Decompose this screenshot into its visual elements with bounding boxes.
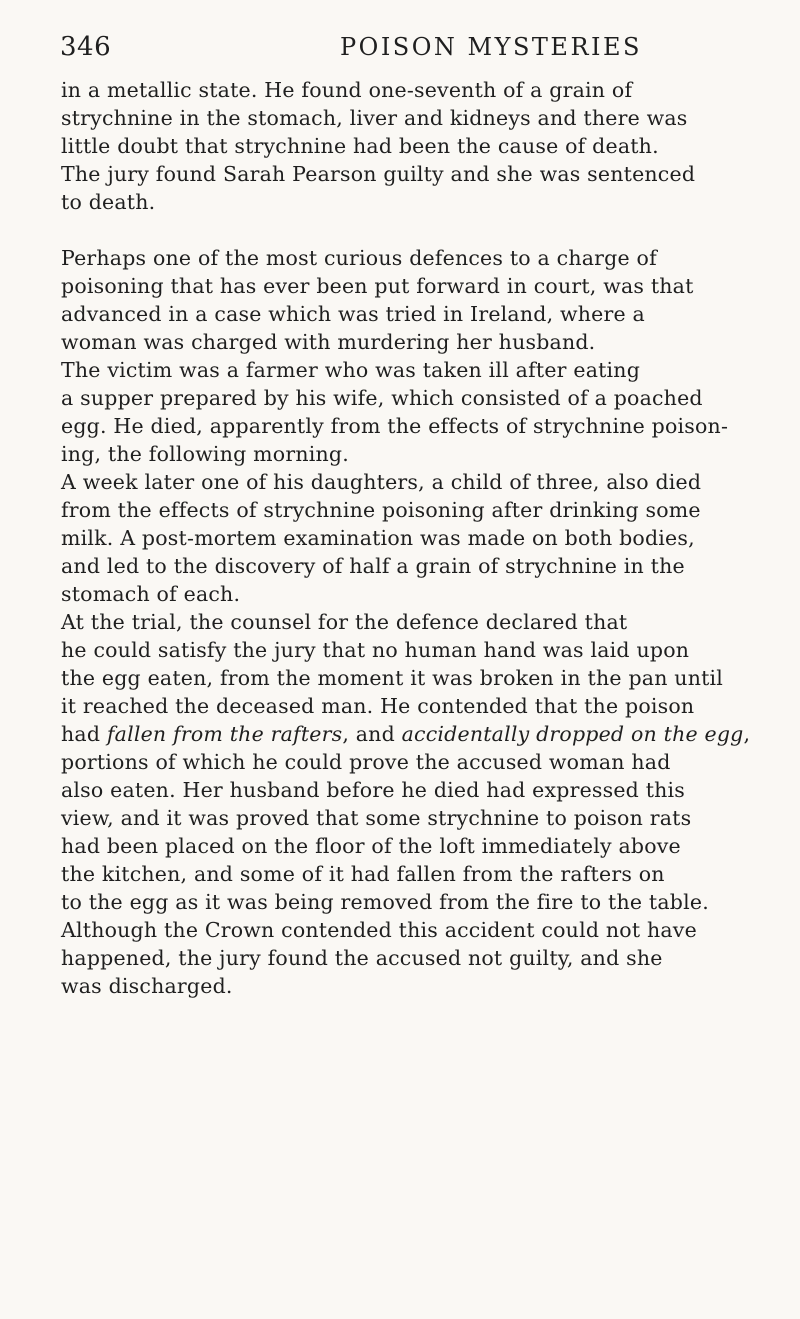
text-line: poisoning that has ever been put forward in court, was that [61, 274, 694, 298]
text-line: the egg eaten, from the moment it was broken in the pan until [61, 666, 724, 690]
page-header [60, 30, 760, 70]
text-run: , [743, 722, 751, 746]
text-line: ing, the following morning. [61, 442, 349, 466]
text-line: egg. He died, apparently from the effects of strychnine poison- [61, 414, 729, 438]
paragraph-6 [61, 608, 761, 1000]
text-line: The jury found Sarah Pearson guilty and she was sentenced [61, 162, 696, 186]
paragraph-5 [61, 468, 761, 608]
text-line: in a metallic state. He found one-seventh of a grain of [61, 78, 633, 102]
text-line: he could satisfy the jury that no human hand was laid upon [61, 638, 690, 662]
text-line: woman was charged with murdering her husband. [61, 330, 596, 354]
text-line: strychnine in the stomach, liver and kidneys and there was [61, 106, 688, 130]
text-line: A week later one of his daughters, a child of three, also died [61, 470, 702, 494]
body-text [61, 76, 761, 1000]
text-line: a supper prepared by his wife, which consisted of a poached [61, 386, 703, 410]
text-line: At the trial, the counsel for the defence declared that [61, 610, 628, 634]
text-line: Although the Crown contended this accident could not have [61, 918, 697, 942]
italic-phrase: accidentally dropped on the egg [401, 722, 744, 746]
text-line: advanced in a case which was tried in Ireland, where a [61, 302, 645, 326]
text-line-with-italics [61, 720, 761, 748]
italic-phrase: fallen from the rafters [106, 722, 343, 746]
text-line: milk. A post-mortem examination was made on both bodies, [61, 526, 695, 550]
text-line: and led to the discovery of half a grain of strychnine in the [61, 554, 685, 578]
paragraph-3 [61, 244, 761, 356]
text-line: had been placed on the floor of the loft immediately above [61, 834, 681, 858]
text-line: from the effects of strychnine poisoning after drinking some [61, 498, 701, 522]
text-line: Perhaps one of the most curious defences to a charge of [61, 246, 657, 270]
text-line: it reached the deceased man. He contended that the poison [61, 694, 695, 718]
text-line: view, and it was proved that some strychnine to poison rats [61, 806, 692, 830]
paragraph-2 [61, 160, 761, 216]
page-number: 346 [60, 32, 112, 62]
text-line: also eaten. Her husband before he died had expressed this [61, 778, 686, 802]
text-line: The victim was a farmer who was taken ill after eating [61, 358, 641, 382]
text-line: was discharged. [61, 974, 233, 998]
text-run: had [61, 722, 107, 746]
text-line: little doubt that strychnine had been the cause of death. [61, 134, 659, 158]
text-line: to death. [61, 190, 156, 214]
paragraph-1 [61, 76, 761, 160]
text-line: the kitchen, and some of it had fallen from the rafters on [61, 862, 665, 886]
running-head: POISON MYSTERIES [340, 33, 642, 61]
text-line: stomach of each. [61, 582, 241, 606]
text-line: happened, the jury found the accused not guilty, and she [61, 946, 663, 970]
paragraph-4 [61, 356, 761, 468]
text-run: , and [342, 722, 402, 746]
text-line: to the egg as it was being removed from the fire to the table. [61, 890, 709, 914]
text-line: portions of which he could prove the accused woman had [61, 750, 671, 774]
